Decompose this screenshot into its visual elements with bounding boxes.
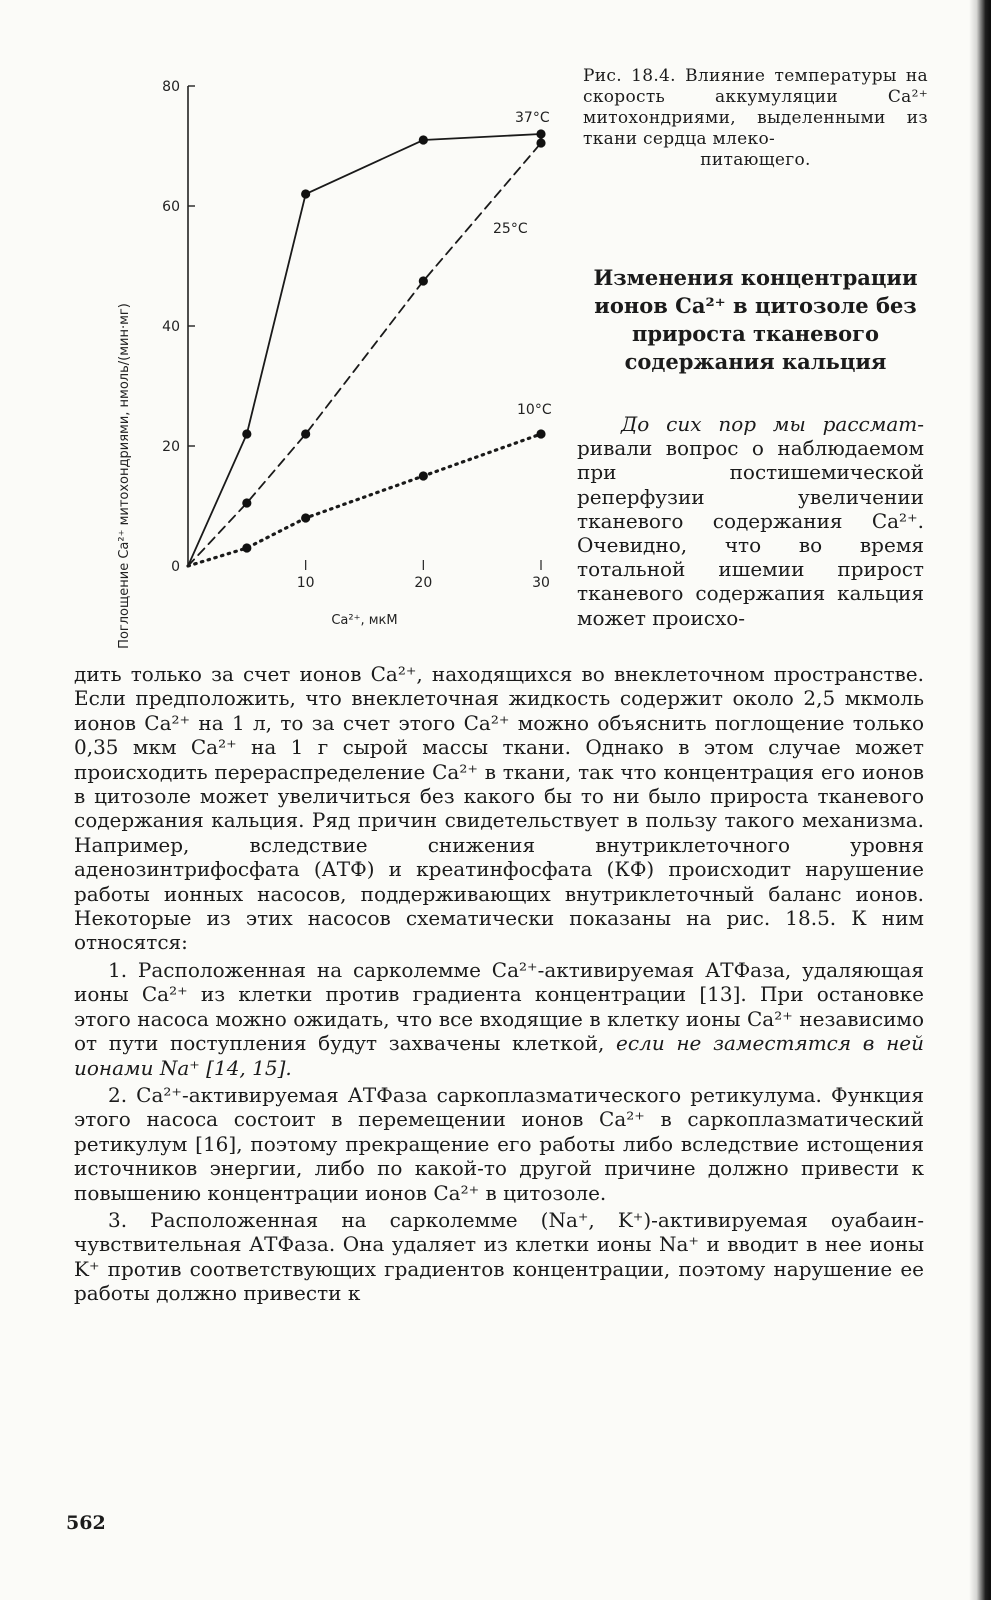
- caption-text: Рис. 18.4. Влияние температуры на скорость аккумуляции Ca²⁺ митохондриями, выделенными из ткани сердца млеко-: [583, 66, 928, 149]
- chart-axes: [162, 79, 550, 591]
- data-point: [301, 429, 310, 438]
- caption-text-end: питающего.: [700, 150, 811, 170]
- figure-caption: [583, 66, 928, 171]
- series-label: 10°C: [517, 402, 552, 418]
- x-tick-label: 30: [532, 575, 550, 591]
- data-point: [536, 129, 545, 138]
- series-line-1: [188, 134, 541, 566]
- intro-lead: До сих пор мы рассмат: [621, 412, 918, 436]
- data-point: [419, 471, 428, 480]
- data-point: [242, 498, 251, 507]
- list-item-2: 2. Ca²⁺-активируемая АТФаза саркоплазматического ретикулума. Функция этого насоса состоит в перемещении ионов Ca²⁺ в саркоплазматический ретикулум [16], поэтому прекращение его работы либо вследствие истощения источников энергии, либо по какой-то другой причине должно привести к повышению концентрации ионов Ca²⁺ в цитозоле.: [74, 1082, 924, 1205]
- data-point: [242, 429, 251, 438]
- section-heading: Изменения концентрации ионов Ca²⁺ в цитозоле без прироста тканевого содержания кальция: [593, 265, 918, 374]
- series-label: 37°C: [515, 110, 550, 126]
- data-point: [536, 138, 545, 147]
- series-label: 25°C: [493, 221, 528, 237]
- y-axis-label: Поглощение Ca²⁺ митохондриями, нмоль/(мин·мг): [117, 303, 132, 649]
- body-text: [74, 662, 924, 1306]
- body-paragraph-1: дить только за счет ионов Ca²⁺, находящихся во внеклеточном пространстве. Если предположить, что внеклеточная жидкость содержит около 2,5 мкмоль ионов Ca²⁺ на 1 л, то за счет этого Ca²⁺ можно объяснить поглощение только 0,35 мкм Ca²⁺ на 1 г сырой массы ткани. Однако в этом случае может происходить перераспределение Ca²⁺ в ткани, так что концентрация его ионов в цитозоле может увеличиться без какого бы то ни было прироста тканевого содержания кальция. Ряд причин свидетельствует в пользу такого механизма. Например, вследствие снижения внутриклеточного уровня аденозинтрифосфата (АТФ) и креатинфосфата (КФ) происходит нарушение работы ионных насосов, поддерживающих внутриклеточный баланс ионов. Некоторые из этих насосов схематически показаны на рис. 18.5. К ним относятся:: [74, 662, 924, 955]
- data-point: [301, 513, 310, 522]
- series-line-3: [188, 434, 541, 566]
- intro-paragraph: [577, 412, 924, 630]
- x-tick-label: 10: [296, 575, 315, 591]
- x-axis-label: Ca²⁺, мкМ: [331, 613, 398, 628]
- page-number: 562: [66, 1512, 106, 1534]
- data-point: [301, 189, 310, 198]
- data-point: [242, 543, 251, 552]
- x-tick-label: 20: [414, 575, 433, 591]
- y-tick-label: 60: [162, 199, 180, 215]
- chart-labels: [117, 110, 552, 649]
- list-item-1-text: 1. Расположенная на сарколемме Ca²⁺-активируемая АТФаза, удаляющая ионы Ca²⁺ из клетки против градиента концентрации [13]. При остановке этого насоса можно ожидать, что все входящие в клетку ионы Ca²⁺ независимо от пути поступления будут захвачены клеткой,: [74, 957, 924, 1056]
- y-tick-label: 20: [162, 439, 180, 455]
- list-item-3: 3. Расположенная на сарколемме (Na⁺, K⁺)-активируемая оуабаин-чувствительная АТФаза. Она удаляет из клетки ионы Na⁺ и вводит в нее ионы K⁺ против соответствующих градиентов концентрации, поэтому нарушение ее работы должно привести к: [74, 1207, 924, 1306]
- data-point: [419, 135, 428, 144]
- list-item-1: [74, 958, 924, 1080]
- temperature-uptake-chart: [100, 60, 590, 660]
- scan-edge-shadow: [969, 0, 991, 1600]
- data-point: [536, 429, 545, 438]
- chart-series: [188, 129, 546, 566]
- series-line-2: [188, 143, 541, 566]
- y-tick-label: 0: [171, 559, 180, 575]
- intro-rest: -ривали вопрос о наблюдаемом при постишемической реперфузии увеличении тканевого содержания Ca²⁺. Очевидно, что во время тотальной ишемии прирост тканевого содержапия кальция может происхо-: [577, 412, 924, 630]
- y-tick-label: 40: [162, 319, 180, 335]
- list-item-1-italic: если не заместятся в ней ионами Na⁺ [14, 15].: [74, 1031, 924, 1080]
- data-point: [419, 276, 428, 285]
- y-tick-label: 80: [162, 79, 180, 95]
